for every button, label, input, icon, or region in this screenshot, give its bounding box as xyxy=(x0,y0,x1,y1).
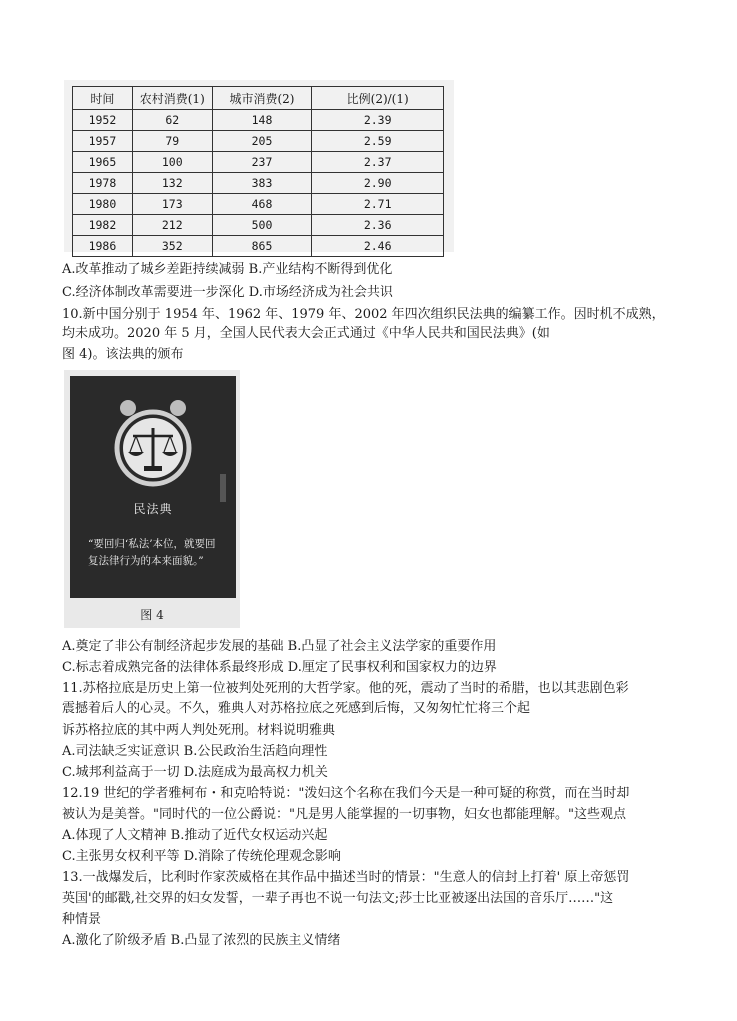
q10-options-cd: C.标志着成熟完备的法律体系最终形成 D.厘定了民事权利和国家权力的边界 xyxy=(62,660,497,675)
table-cell: 865 xyxy=(212,236,312,257)
table-cell: 1952 xyxy=(73,110,133,131)
table-cell: 383 xyxy=(212,173,312,194)
q11-options-ab: A.司法缺乏实证意识 B.公民政治生活趋向理性 xyxy=(62,744,328,759)
q13-stem-line-1: 13.一战爆发后，比利时作家茨威格在其作品中描述当时的情景："生意人的信封上打着' 原上帝惩罚 xyxy=(62,870,630,885)
table-cell: 2.39 xyxy=(312,110,444,131)
q10-stem-line-1: 10.新中国分别于 1954 年、1962 年、1979 年、2002 年四次组织民法典的编纂工作。因时机不成熟， xyxy=(62,307,665,322)
table-row xyxy=(73,110,444,131)
table-cell: 1982 xyxy=(73,215,133,236)
table-cell: 2.59 xyxy=(312,131,444,152)
table-cell: 1980 xyxy=(73,194,133,215)
q10-options-ab: A.奠定了非公有制经济起步发展的基础 B.凸显了社会主义法学家的重要作用 xyxy=(62,639,497,654)
table-cell: 62 xyxy=(132,110,212,131)
table-cell: 2.71 xyxy=(312,194,444,215)
q11-stem-line-3: 诉苏格拉底的其中两人判处死刑。材料说明雅典 xyxy=(62,723,336,738)
table-row xyxy=(73,236,444,257)
table-cell: 100 xyxy=(132,152,212,173)
table-row xyxy=(73,131,444,152)
table-cell: 1957 xyxy=(73,131,133,152)
q12-options-ab: A.体现了人文精神 B.推动了近代女权运动兴起 xyxy=(62,828,328,843)
table-row xyxy=(73,152,444,173)
table-cell: 237 xyxy=(212,152,312,173)
q13-options-ab: A.激化了阶级矛盾 B.凸显了浓烈的民族主义情绪 xyxy=(62,933,341,948)
table-cell: 352 xyxy=(132,236,212,257)
q12-stem-line-1: 12.19 世纪的学者雅柯布・和克哈特说："泼妇这个名称在我们今天是一种可疑的称赏，而在当时却 xyxy=(62,786,630,801)
table-cell: 2.37 xyxy=(312,152,444,173)
table-cell: 2.90 xyxy=(312,173,444,194)
q11-stem-line-2: 震撼着后人的心灵。不久，雅典人对苏格拉底之死感到后悔，又匆匆忙忙将三个起 xyxy=(62,701,531,716)
table-cell: 132 xyxy=(132,173,212,194)
q12-options-cd: C.主张男女权利平等 D.消除了传统伦理观念影响 xyxy=(62,849,341,864)
table-cell: 2.46 xyxy=(312,236,444,257)
q10-stem-line-3: 图 4)。该法典的颁布 xyxy=(62,347,184,362)
table-row xyxy=(73,194,444,215)
civil-code-poster xyxy=(70,376,236,598)
header-ratio: 比例(2)/(1) xyxy=(312,87,444,110)
table-row xyxy=(73,215,444,236)
q10-stem-line-2: 均未成功。2020 年 5 月，全国人民代表大会正式通过《中华人民共和国民法典》(如 xyxy=(62,326,550,341)
q13-stem-line-3: 种情景 xyxy=(62,912,102,927)
header-urban: 城市消费(2) xyxy=(212,87,312,110)
header-rural: 农村消费(1) xyxy=(132,87,212,110)
consumption-table-image xyxy=(64,80,454,252)
q9-options-cd: C.经济体制改革需要进一步深化 D.市场经济成为社会共识 xyxy=(62,285,393,300)
table-cell: 1978 xyxy=(73,173,133,194)
figure-caption: 图 4 xyxy=(140,608,164,622)
consumption-table xyxy=(72,86,444,257)
table-cell: 2.36 xyxy=(312,215,444,236)
header-time: 时间 xyxy=(73,87,133,110)
table-cell: 173 xyxy=(132,194,212,215)
table-cell: 500 xyxy=(212,215,312,236)
table-header-row xyxy=(73,87,444,110)
table-cell: 205 xyxy=(212,131,312,152)
table-cell: 79 xyxy=(132,131,212,152)
table-row xyxy=(73,173,444,194)
q11-stem-line-1: 11.苏格拉底是历史上第一位被判处死刑的大哲学家。他的死，震动了当时的希腊，也以其悲剧色彩 xyxy=(62,681,629,696)
table-cell: 1986 xyxy=(73,236,133,257)
table-cell: 468 xyxy=(212,194,312,215)
civil-code-figure xyxy=(64,370,240,628)
table-cell: 148 xyxy=(212,110,312,131)
poster-title: 民法典 xyxy=(133,502,173,516)
q13-stem-line-2: 英国'的邮戳,社交界的妇女发誓，一辈子再也不说一句法文;莎士比亚被逐出法国的音乐厅……"这 xyxy=(62,891,614,906)
q12-stem-line-2: 被认为是美誉。"同时代的一位公爵说："凡是男人能掌握的一切事物，妇女也都能理解。"这些观点 xyxy=(62,807,626,822)
q9-options-ab: A.改革推动了城乡差距持续减弱 B.产业结构不断得到优化 xyxy=(62,262,393,277)
table-cell: 1965 xyxy=(73,152,133,173)
scales-of-justice-icon xyxy=(70,376,236,506)
table-cell: 212 xyxy=(132,215,212,236)
poster-quote: “要回归‘私法’本位，就要回复法律行为的本来面貌。” xyxy=(88,538,216,567)
q11-options-cd: C.城邦利益高于一切 D.法庭成为最高权力机关 xyxy=(62,765,328,780)
